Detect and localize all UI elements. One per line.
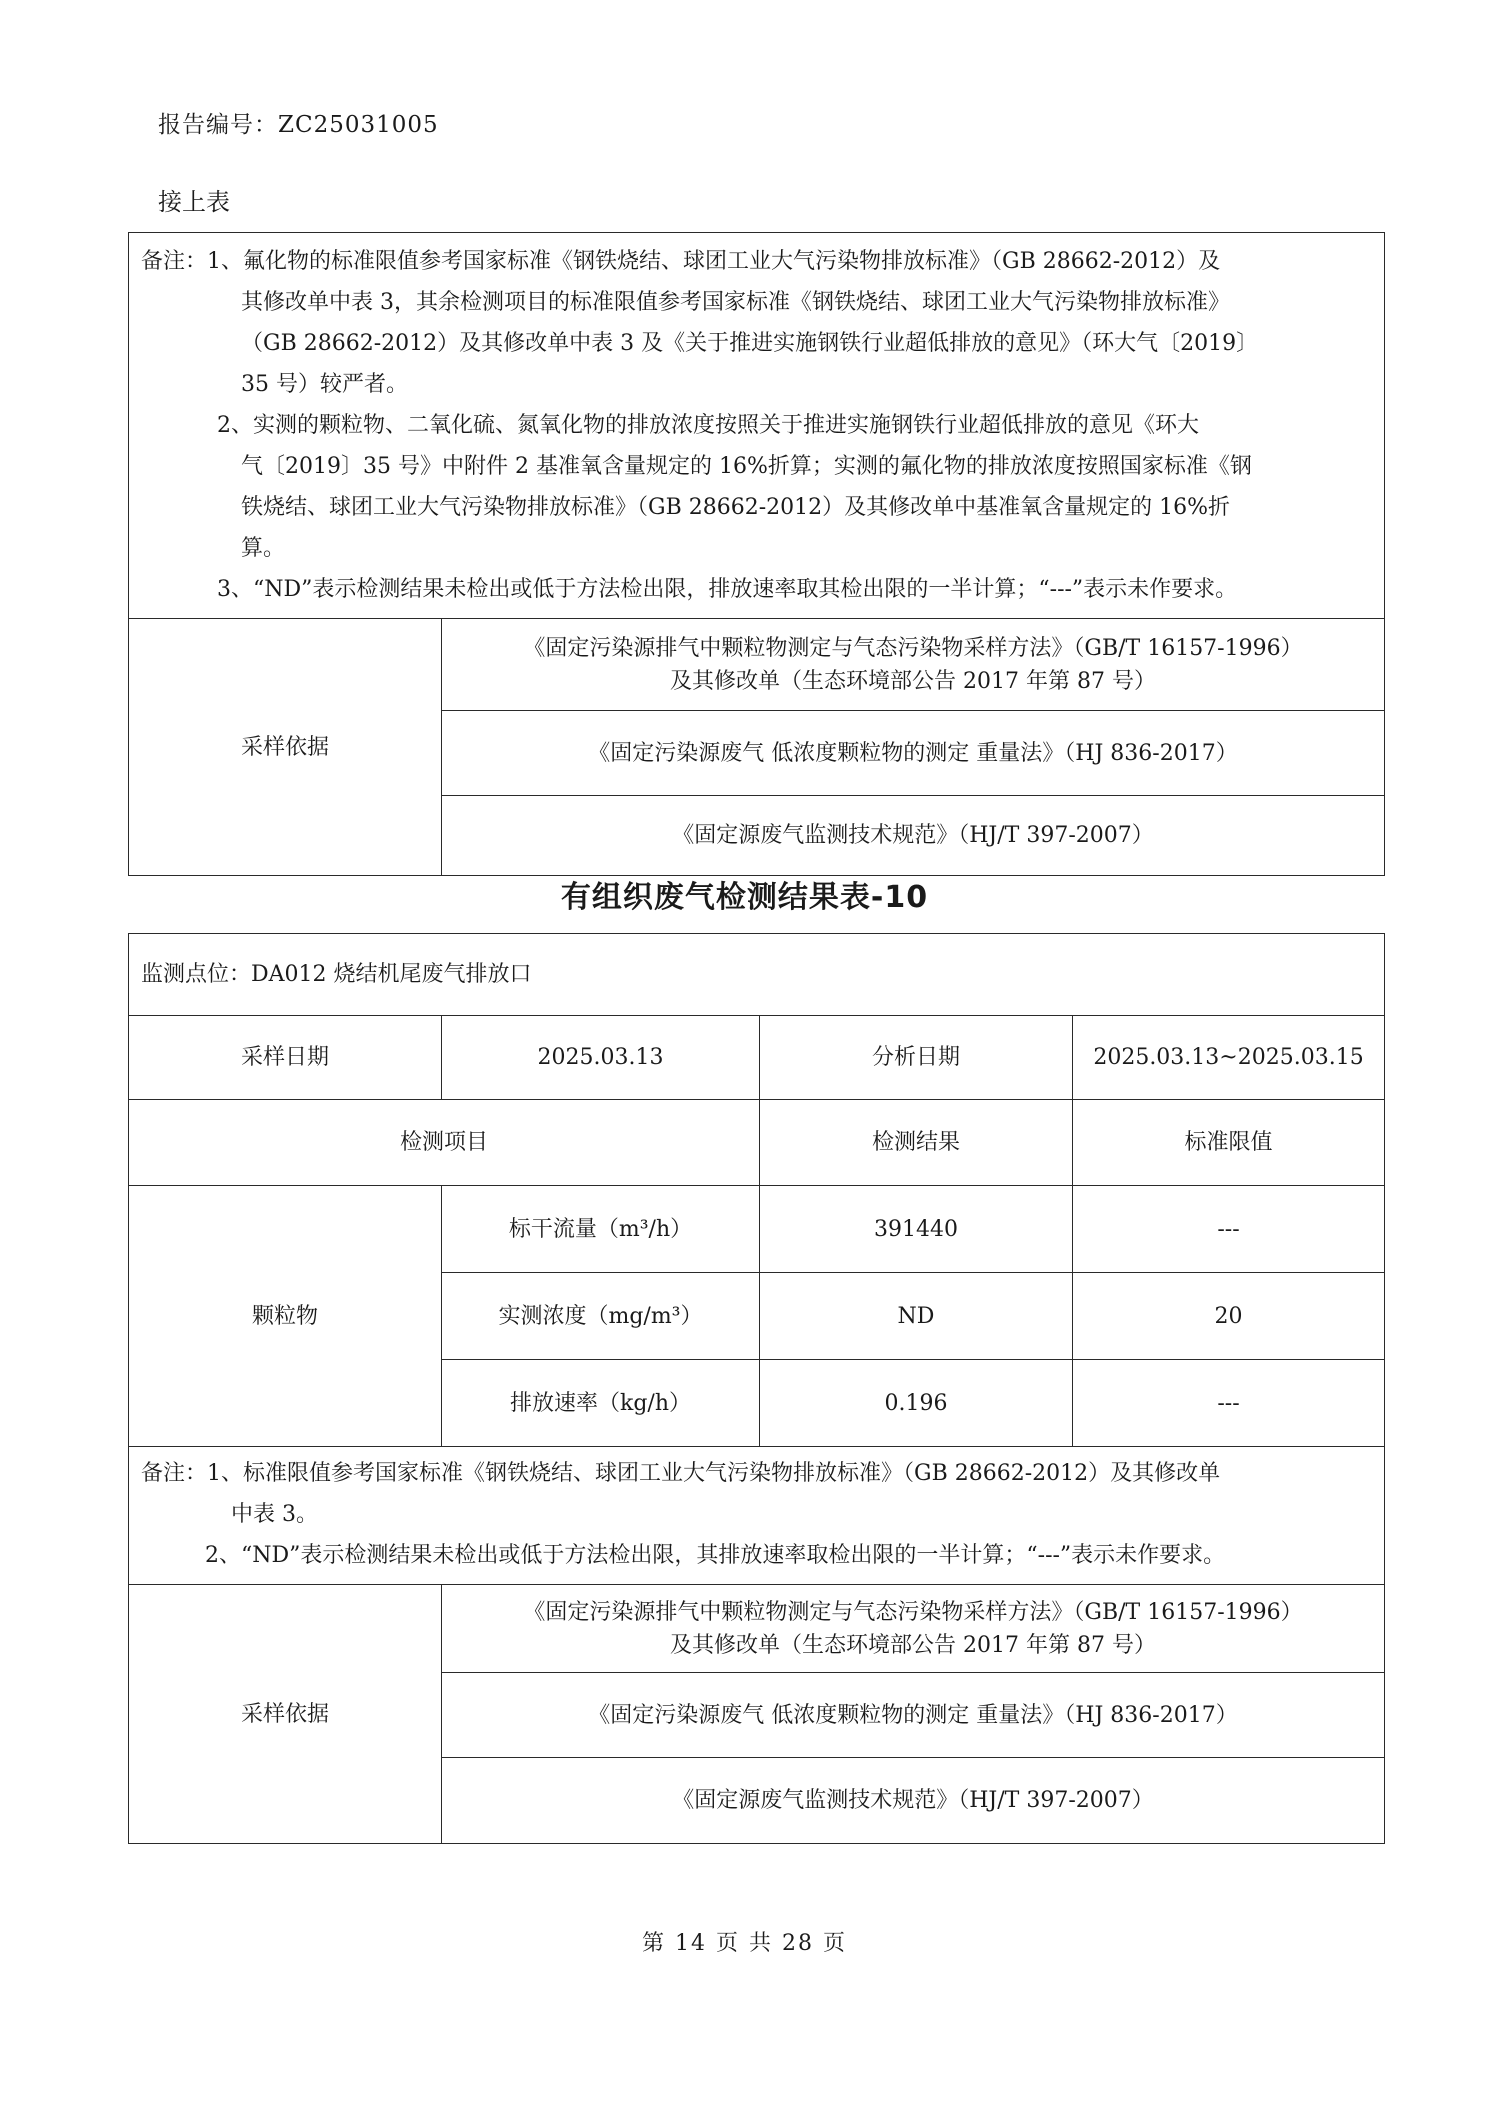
page-number: 第 14 页 共 28 页	[642, 1931, 847, 1956]
remark-2-line-4: 算。	[241, 536, 286, 561]
monitoring-location: 监测点位：DA012 烧结机尾废气排放口	[129, 934, 1385, 1016]
remark-1-line-2: 其修改单中表 3，其余检测项目的标准限值参考国家标准《钢铁烧结、球团工业大气污染物排放标准》	[241, 290, 1230, 315]
sample-date-value: 2025.03.13	[442, 1016, 760, 1100]
basis-1-line-2: 及其修改单（生态环境部公告 2017 年第 87 号）	[670, 1632, 1156, 1658]
sampling-basis-label: 采样依据	[129, 1585, 442, 1844]
table-title: 有组织废气检测结果表-10	[560, 880, 929, 915]
remark-1-line-1: 1、标准限值参考国家标准《钢铁烧结、球团工业大气污染物排放标准》（GB 28662-2012）及其修改单	[207, 1461, 1221, 1486]
continued-label: 接上表	[158, 188, 230, 216]
sampling-basis-item-2: 《固定污染源废气 低浓度颗粒物的测定 重量法》（HJ 836-2017）	[442, 711, 1385, 796]
result-value: 0.196	[760, 1360, 1073, 1447]
remark-1-line-3: （GB 28662-2012）及其修改单中表 3 及《关于推进实施钢铁行业超低排放的意见》（环大气〔2019〕	[241, 331, 1259, 356]
analysis-date-label: 分析日期	[760, 1016, 1073, 1100]
analysis-date-value: 2025.03.13~2025.03.15	[1073, 1016, 1385, 1100]
col-header-result: 检测结果	[760, 1100, 1073, 1186]
sample-date-label: 采样日期	[129, 1016, 442, 1100]
results-table	[128, 933, 1385, 1844]
remark-2-line-1: 2、实测的颗粒物、二氧化硫、氮氧化物的排放浓度按照关于推进实施钢铁行业超低排放的意见《环大	[217, 413, 1200, 438]
remark-2-line-3: 铁烧结、球团工业大气污染物排放标准》（GB 28662-2012）及其修改单中基准氧含量规定的 16%折	[241, 495, 1231, 520]
remarks-cell	[129, 1447, 1385, 1585]
param-name: 标干流量（m³/h）	[442, 1186, 760, 1273]
pollutant-name: 颗粒物	[129, 1186, 442, 1447]
result-value: 391440	[760, 1186, 1073, 1273]
remark-2-line-2: 气〔2019〕35 号》中附件 2 基准氧含量规定的 16%折算；实测的氟化物的排放浓度按照国家标准《钢	[241, 454, 1252, 479]
sampling-basis-item-1	[442, 1585, 1385, 1673]
basis-1-line-1: 《固定污染源排气中颗粒物测定与气态污染物采样方法》（GB/T 16157-1996）	[523, 1599, 1303, 1625]
basis-1-line-2: 及其修改单（生态环境部公告 2017 年第 87 号）	[670, 668, 1156, 694]
continued-table	[128, 232, 1385, 876]
remark-3: 3、“ND”表示检测结果未检出或低于方法检出限，排放速率取其检出限的一半计算；“---”表示未作要求。	[217, 577, 1238, 602]
remark-2: 2、“ND”表示检测结果未检出或低于方法检出限，其排放速率取检出限的一半计算；“---”表示未作要求。	[205, 1543, 1226, 1568]
sampling-basis-item-1	[442, 619, 1385, 711]
sampling-basis-item-3: 《固定源废气监测技术规范》（HJ/T 397-2007）	[442, 1758, 1385, 1844]
col-header-item: 检测项目	[129, 1100, 760, 1186]
sampling-basis-label: 采样依据	[129, 619, 442, 876]
param-name: 实测浓度（mg/m³）	[442, 1273, 760, 1360]
table-row	[129, 1186, 1385, 1273]
sampling-basis-item-2: 《固定污染源废气 低浓度颗粒物的测定 重量法》（HJ 836-2017）	[442, 1673, 1385, 1758]
remarks-prefix: 备注：	[141, 249, 208, 274]
limit-value: 20	[1073, 1273, 1385, 1360]
remark-1-line-4: 35 号）较严者。	[241, 372, 408, 397]
report-number: 报告编号：ZC25031005	[158, 112, 439, 138]
limit-value: ---	[1073, 1186, 1385, 1273]
limit-value: ---	[1073, 1360, 1385, 1447]
param-name: 排放速率（kg/h）	[442, 1360, 760, 1447]
basis-1-line-1: 《固定污染源排气中颗粒物测定与气态污染物采样方法》（GB/T 16157-1996）	[523, 635, 1303, 661]
remarks-prefix: 备注：	[141, 1461, 208, 1486]
sampling-basis-item-3: 《固定源废气监测技术规范》（HJ/T 397-2007）	[442, 796, 1385, 876]
col-header-limit: 标准限值	[1073, 1100, 1385, 1186]
remark-1-line-1: 1、氟化物的标准限值参考国家标准《钢铁烧结、球团工业大气污染物排放标准》（GB 28662-2012）及	[207, 249, 1221, 274]
remark-1-line-2: 中表 3。	[231, 1502, 318, 1527]
remarks-cell	[129, 233, 1385, 619]
result-value: ND	[760, 1273, 1073, 1360]
